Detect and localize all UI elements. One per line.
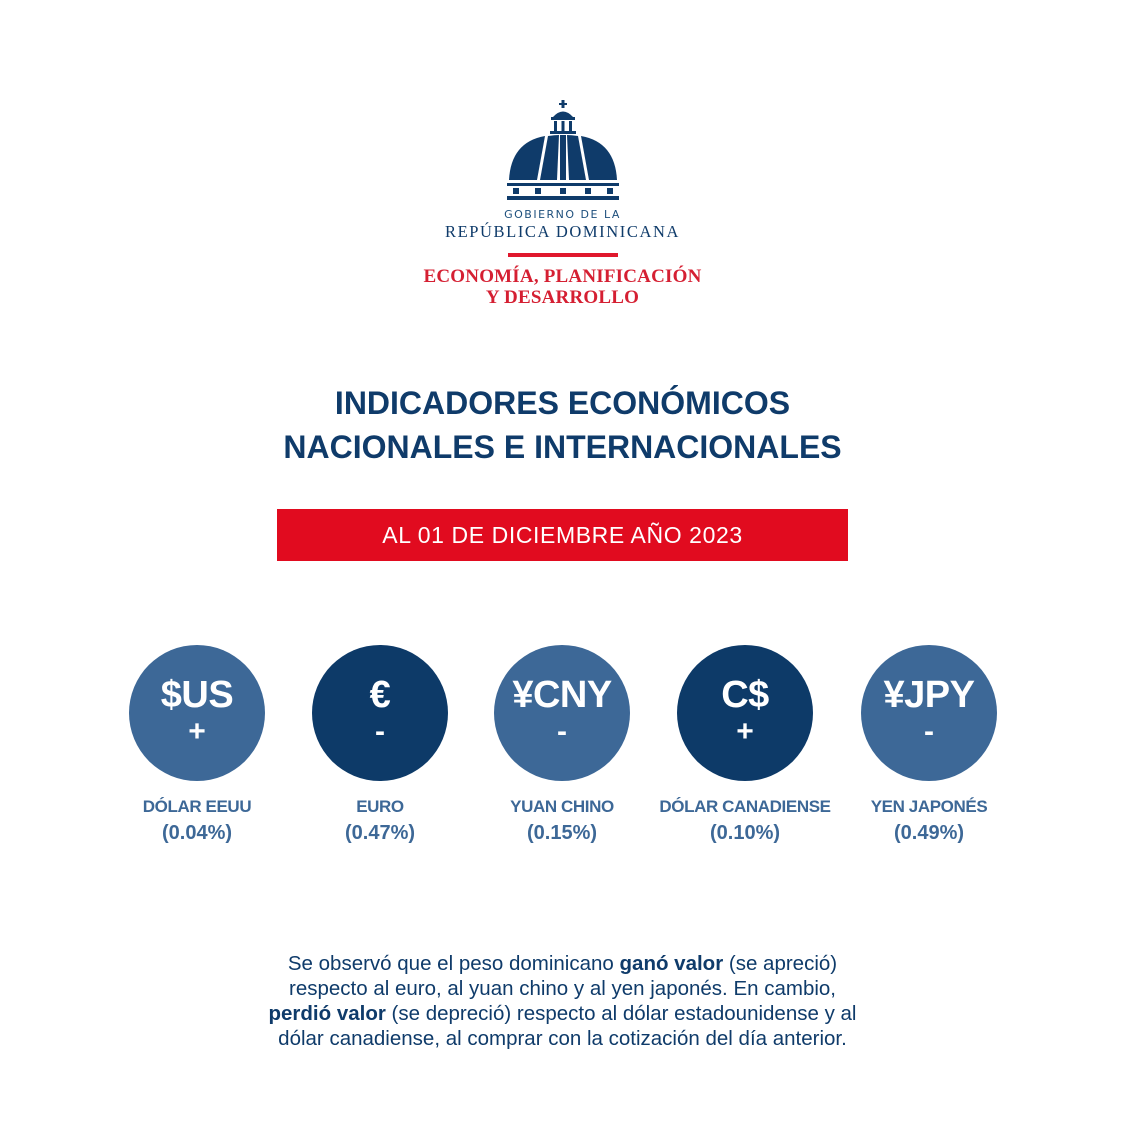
change-sign: + (736, 715, 754, 748)
ministry-line-2: Y DESARROLLO (485, 287, 640, 308)
currency-name: EURO (356, 797, 404, 816)
currency-list (0, 645, 1125, 865)
currency-symbol: € (369, 674, 391, 716)
note-text: dólar canadiense, al comprar con la cotización del día anterior. (278, 1027, 847, 1050)
note-emphasis: ganó valor (619, 952, 724, 975)
ministry-name (0, 266, 1125, 308)
currency-symbol: ¥JPY (883, 674, 975, 716)
currency-change: (0.49%) (893, 822, 965, 844)
currency-cny (462, 645, 662, 845)
currency-name: DÓLAR CANADIENSE (659, 797, 831, 816)
note-line (0, 976, 1125, 1001)
currency-name: DÓLAR EEUU (142, 797, 252, 816)
date-text: AL 01 DE DICIEMBRE AÑO 2023 (382, 521, 743, 548)
ministry-line-1: ECONOMÍA, PLANIFICACIÓN (423, 266, 702, 287)
currency-symbol: C$ (721, 674, 769, 716)
currency-change: (0.10%) (709, 822, 781, 844)
note-text: respecto al euro, al yuan chino y al yen japonés. En cambio, (289, 977, 836, 1000)
currency-badge (861, 645, 997, 781)
currency-badge (677, 645, 813, 781)
title-line-2: NACIONALES E INTERNACIONALES (283, 429, 842, 465)
change-sign: - (557, 715, 567, 748)
currency-name: YUAN CHINO (510, 797, 614, 816)
currency-change: (0.15%) (526, 822, 598, 844)
currency-eur (280, 645, 480, 845)
change-sign: + (188, 715, 206, 748)
page-title (0, 381, 1125, 469)
currency-symbol: ¥CNY (512, 674, 612, 716)
note-line (0, 951, 1125, 976)
date-banner (277, 509, 848, 561)
summary-note (0, 951, 1125, 1051)
currency-usd (97, 645, 297, 845)
note-line (0, 1001, 1125, 1026)
change-sign: - (924, 715, 934, 748)
dome-icon (507, 100, 619, 200)
note-text: (se depreció) respecto al dólar estadounidense y al (385, 1002, 857, 1025)
note-emphasis: perdió valor (268, 1002, 386, 1025)
currency-jpy (829, 645, 1029, 845)
currency-change: (0.47%) (344, 822, 416, 844)
gov-line-2: REPÚBLICA DOMINICANA (444, 222, 681, 241)
gov-line-1: GOBIERNO DE LA (504, 208, 621, 221)
currency-badge (312, 645, 448, 781)
note-text: (se apreció) (723, 952, 838, 975)
currency-name: YEN JAPONÉS (870, 797, 988, 816)
currency-cad (645, 645, 845, 845)
currency-badge (129, 645, 265, 781)
currency-change: (0.04%) (161, 822, 233, 844)
change-sign: - (375, 715, 385, 748)
note-line (0, 1026, 1125, 1051)
currency-symbol: $US (160, 674, 234, 716)
government-logo (0, 100, 1125, 308)
note-text: Se observó que el peso dominicano (287, 952, 620, 975)
title-line-1: INDICADORES ECONÓMICOS (334, 385, 791, 421)
logo-divider (508, 253, 618, 257)
currency-badge (494, 645, 630, 781)
